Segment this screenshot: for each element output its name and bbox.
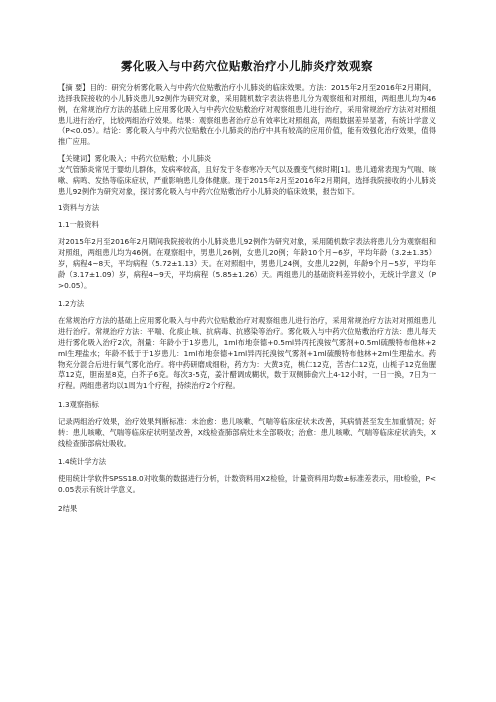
statistics-paragraph: 使用统计学软件SPSS18.0对收集的数据进行分析，计数资料用X2检验，计量资料用均数±标准差表示，用t检验，P<0.05表示有统计学意义。 bbox=[58, 474, 436, 495]
subsection-heading-1-2: 1.2方法 bbox=[58, 299, 85, 309]
keywords: 【关键词】雾化吸入；中药穴位贴敷；小儿肺炎 bbox=[58, 154, 212, 164]
doc-body bbox=[58, 83, 436, 515]
subsection-heading-1-3: 1.3观察指标 bbox=[58, 400, 99, 410]
intro-paragraph: 支气管肺炎常见于婴幼儿群体，发病率较高，且好发于冬春寒冷天气以及骤变气候时期[1]。患儿通常表现为气喘、咳嗽、病鸣、发热等临床症状，严重影响患儿身体健康。现于2015年2月至2016年2月期间，选择我院接收的小儿肺炎患儿92例作为研究对象，探讨雾化吸入与中药穴位贴敷治疗小儿肺炎的临床效果，报告如下。 bbox=[58, 164, 436, 196]
section-heading-2: 2结果 bbox=[58, 504, 78, 513]
subsection-heading-1-1: 1.1一般资料 bbox=[58, 220, 99, 230]
doc-title: 雾化吸入与中药穴位贴敷治疗小儿肺炎疗效观察 bbox=[121, 59, 373, 73]
section-heading-1: 1资料与方法 bbox=[58, 203, 100, 213]
method-paragraph: 在常规治疗方法的基础上应用雾化吸入与中药穴位贴敷治疗对观察组患儿进行治疗，采用常规治疗方法对对照组患儿进行治疗。常规治疗方法：平喘、化痰止咳、抗病毒、抗感染等治疗。雾化吸入与中药穴位贴敷治疗方法：患儿每天进行雾化吸入治疗2次，剂量：年龄小于1岁患儿，1ml布地奈德+0.5ml异丙托溴铵气雾剂+0.5ml硫酸特布他林+2ml生理盐水；年龄不低于于1岁患儿：1ml布地奈德+1ml异丙托溴铵气雾剂+1ml硫酸特布他林+2ml生理盐水。药物充分混合后进行氧气雾化治疗。将中药研磨成细粉，药方为：大黄3克，桃仁12克，苦杏仁12克，山栀子12克鱼腥草12克，胆南星8克，白芥子6克。每次3-5克，姜汁醋调成糊状，数于双侧肺俞穴上4-12小时，一日一换，7日为一疗程。两组患者均以1周为1个疗程，持续治疗2个疗程。 bbox=[58, 316, 436, 391]
abstract: 【摘 要】目的：研究分析雾化吸入与中药穴位贴敷治疗小儿肺炎的临床效果。方法：2015年2月至2016年2月期间，选择我院接收的小儿肺炎患儿92例作为研究对象，采用随机数字表法将患儿分为观察组和对照组，两组患儿均为46例，在常规治疗方法的基础上应用雾化吸入与中药穴位贴敷治疗对观察组患儿进行治疗，采用常规治疗方法对对照组患儿进行治疗，比较两组治疗效果。结果：观察组患者治疗总有效率比对照组高，两组数据差异显著，有统计学意义（P<0.05）。结论：雾化吸入与中药穴位贴敷在小儿肺炎的治疗中具有较高的应用价值，能有效强化治疗效果，值得推广应用。 bbox=[58, 83, 436, 147]
general-data-paragraph: 对2015年2月至2016年2月期间我院接收的小儿肺炎患儿92例作为研究对象，采用随机数字表法将患儿分为观察组和对照组，两组患儿均为46例。在观察组中，男患儿26例，女患儿20例；年龄10个月~6岁，平均年龄（3.2±1.35）岁，病程4~8天，平均病程（5.72±1.13）天。在对照组中，男患儿24例，女患儿22例，年龄9个月~5岁，平均年龄（3.17±1.09）岁，病程4~9天，平均病程（5.85±1.26）天。两组患儿的基础资料差异较小，无统计学意义（P>0.05）。 bbox=[58, 237, 436, 290]
subsection-heading-1-4: 1.4统计学方法 bbox=[58, 457, 107, 467]
indicator-paragraph: 记录两组治疗效果，治疗效果判断标准：未治愈：患儿咳嗽、气喘等临床症状未改善，其病情甚至发生加重情况；好转：患儿咳嗽、气喘等临床症状明显改善，X线检查肺部病灶未全部吸收；治愈：患儿咳嗽、气喘等临床症状消失，X线检查肺部病灶吸收。 bbox=[58, 416, 436, 448]
